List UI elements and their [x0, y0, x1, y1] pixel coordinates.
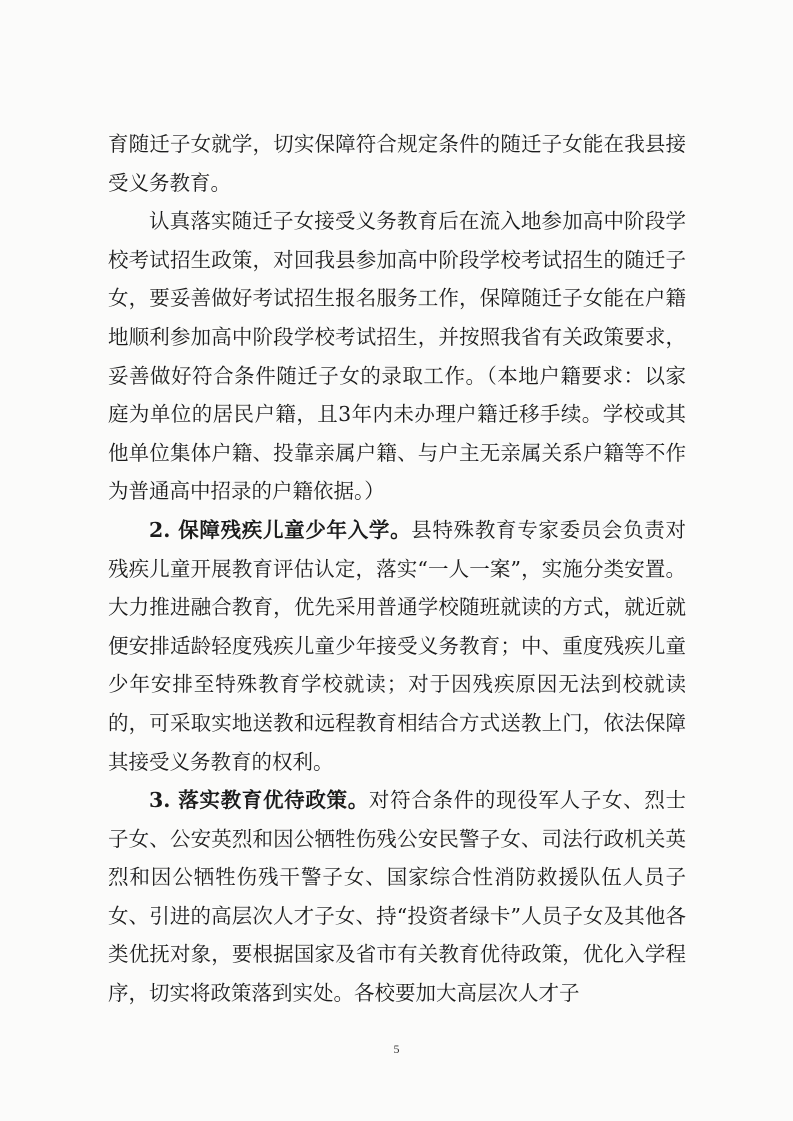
section-heading: 3. 落实教育优待政策。 [149, 788, 369, 813]
paragraph-continuation [108, 125, 686, 202]
paragraph-text: 县特殊教育专家委员会负责对残疾儿童开展教育评估认定，落实“一人一案”，实施分类安置。大力推进融合教育，优先采用普通学校随班就读的方式，就近就便安排适龄轻度残疾儿童少年接受义务教育；中、重度残疾儿童少年安排至特殊教育学校就读；对于因残疾原因无法到校就读的，可采取实地送教和远程教育相结合方式送教上门，依法保障其接受义务教育的权利。 [108, 517, 686, 774]
paragraph-exam-enrollment [108, 202, 686, 511]
paragraph-text: 对符合条件的现役军人子女、烈士子女、公安英烈和因公牺牲伤残公安民警子女、司法行政机关英烈和因公牺牲伤残干警子女、国家综合性消防救援队伍人员子女、引进的高层次人才子女、持“投资者绿卡”人员子女及其他各类优抚对象，要根据国家及省市有关教育优待政策，优化入学程序，切实将政策落到实处。各校要加大高层次人才子 [108, 788, 687, 1006]
paragraph-text: 育随迁子女就学，切实保障符合规定条件的随迁子女能在我县接受义务教育。 [108, 132, 686, 195]
page-number: 5 [393, 1042, 400, 1056]
section-heading: 2. 保障残疾儿童少年入学。 [149, 517, 412, 542]
body-text [108, 125, 686, 1013]
paragraph-disabled-children [108, 511, 686, 781]
paragraph-preferential-policy [108, 781, 686, 1013]
paragraph-text: 认真落实随迁子女接受义务教育后在流入地参加高中阶段学校考试招生政策，对回我县参加高中阶段学校考试招生的随迁子女，要妥善做好考试招生报名服务工作，保障随迁子女能在户籍地顺利参加高中阶段学校考试招生，并按照我省有关政策要求，妥善做好符合条件随迁子女的录取工作。（本地户籍要求：以家庭为单位的居民户籍，且3年内未办理户籍迁移手续。学校或其他单位集体户籍、投靠亲属户籍、与户主无亲属关系户籍等不作为普通高中招录的户籍依据。） [108, 209, 686, 504]
